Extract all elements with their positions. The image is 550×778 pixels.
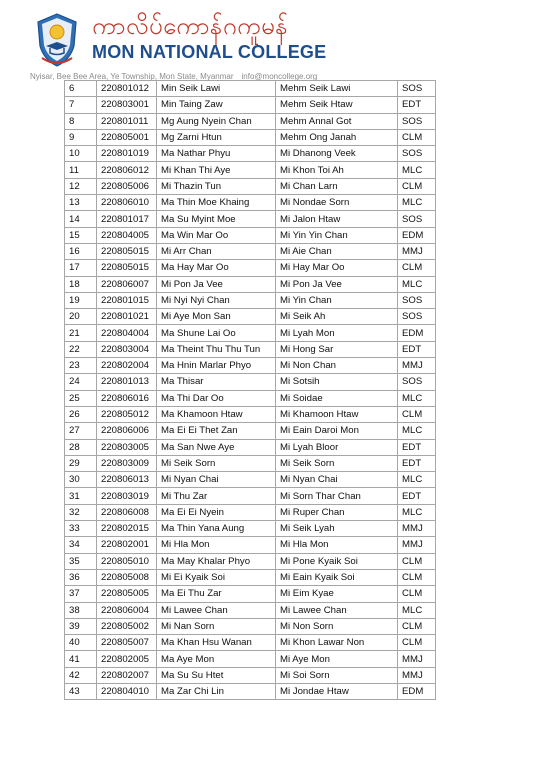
course-code-cell: MMJ [398, 521, 436, 537]
course-code-cell: SOS [398, 211, 436, 227]
parent-name-cell: Mi Eain Daroi Mon [276, 423, 398, 439]
row-number-cell: 25 [65, 390, 97, 406]
course-code-cell: CLM [398, 129, 436, 145]
parent-name-cell: Mi Chan Larn [276, 178, 398, 194]
row-number-cell: 32 [65, 504, 97, 520]
parent-name-cell: Mi Seik Ah [276, 309, 398, 325]
roll-number-cell: 220806007 [97, 276, 157, 292]
course-code-cell: CLM [398, 406, 436, 422]
student-name-cell: Ma Thin Yana Aung [157, 521, 276, 537]
student-name-cell: Ma Thi Dar Oo [157, 390, 276, 406]
table-row [65, 260, 436, 276]
table-row [65, 472, 436, 488]
course-code-cell: MLC [398, 602, 436, 618]
roll-number-cell: 220803005 [97, 439, 157, 455]
course-code-cell: MLC [398, 162, 436, 178]
parent-name-cell: Mi Jalon Htaw [276, 211, 398, 227]
student-name-cell: Ma Thisar [157, 374, 276, 390]
roll-number-cell: 220804004 [97, 325, 157, 341]
row-number-cell: 10 [65, 146, 97, 162]
student-name-cell: Mi Pon Ja Vee [157, 276, 276, 292]
student-name-cell: Ma San Nwe Aye [157, 439, 276, 455]
row-number-cell: 42 [65, 667, 97, 683]
roll-number-cell: 220805015 [97, 243, 157, 259]
row-number-cell: 9 [65, 129, 97, 145]
row-number-cell: 31 [65, 488, 97, 504]
student-table-container [64, 80, 436, 700]
row-number-cell: 28 [65, 439, 97, 455]
table-row [65, 618, 436, 634]
roll-number-cell: 220806006 [97, 423, 157, 439]
course-code-cell: EDM [398, 325, 436, 341]
table-row [65, 81, 436, 97]
parent-name-cell: Mi Khamoon Htaw [276, 406, 398, 422]
course-code-cell: MLC [398, 390, 436, 406]
parent-name-cell: Mi Sorn Thar Chan [276, 488, 398, 504]
table-row [65, 683, 436, 699]
row-number-cell: 16 [65, 243, 97, 259]
row-number-cell: 37 [65, 586, 97, 602]
roll-number-cell: 220803009 [97, 455, 157, 471]
parent-name-cell: Mi Seik Lyah [276, 521, 398, 537]
student-name-cell: Mi Thazin Tun [157, 178, 276, 194]
table-row [65, 227, 436, 243]
parent-name-cell: Mi Pon Ja Vee [276, 276, 398, 292]
table-row [65, 292, 436, 308]
roll-number-cell: 220804005 [97, 227, 157, 243]
student-name-cell: Mi Arr Chan [157, 243, 276, 259]
course-code-cell: MLC [398, 504, 436, 520]
parent-name-cell: Mi Pone Kyaik Soi [276, 553, 398, 569]
row-number-cell: 20 [65, 309, 97, 325]
parent-name-cell: Mi Lawee Chan [276, 602, 398, 618]
course-code-cell: EDT [398, 455, 436, 471]
college-name-english: MON NATIONAL COLLEGE [92, 42, 327, 62]
roll-number-cell: 220804010 [97, 683, 157, 699]
course-code-cell: CLM [398, 553, 436, 569]
student-name-cell: Mi Thu Zar [157, 488, 276, 504]
roll-number-cell: 220806012 [97, 162, 157, 178]
address-text: Nyisar, Bee Bee Area, Ye Township, Mon State, Myanmar [30, 72, 234, 81]
table-row [65, 113, 436, 129]
table-row [65, 211, 436, 227]
parent-name-cell: Mi Aye Mon [276, 651, 398, 667]
row-number-cell: 11 [65, 162, 97, 178]
student-name-cell: Ma Su Su Htet [157, 667, 276, 683]
table-row [65, 602, 436, 618]
row-number-cell: 7 [65, 97, 97, 113]
course-code-cell: MLC [398, 472, 436, 488]
student-name-cell: Mi Ei Kyaik Soi [157, 569, 276, 585]
parent-name-cell: Mi Hla Mon [276, 537, 398, 553]
student-name-cell: Ma Khamoon Htaw [157, 406, 276, 422]
course-code-cell: SOS [398, 113, 436, 129]
table-row [65, 243, 436, 259]
student-name-cell: Mi Lawee Chan [157, 602, 276, 618]
student-name-cell: Ma Ei Thu Zar [157, 586, 276, 602]
course-code-cell: CLM [398, 178, 436, 194]
parent-name-cell: Mi Aie Chan [276, 243, 398, 259]
parent-name-cell: Mehm Seik Lawi [276, 81, 398, 97]
parent-name-cell: Mi Dhanong Veek [276, 146, 398, 162]
parent-name-cell: Mi Khon Toi Ah [276, 162, 398, 178]
row-number-cell: 23 [65, 358, 97, 374]
row-number-cell: 40 [65, 635, 97, 651]
parent-name-cell: Mi Jondae Htaw [276, 683, 398, 699]
course-code-cell: MMJ [398, 667, 436, 683]
roll-number-cell: 220805008 [97, 569, 157, 585]
student-name-cell: Ma Khan Hsu Wanan [157, 635, 276, 651]
parent-name-cell: Mi Sotsih [276, 374, 398, 390]
parent-name-cell: Mi Lyah Bloor [276, 439, 398, 455]
parent-name-cell: Mehm Ong Janah [276, 129, 398, 145]
row-number-cell: 24 [65, 374, 97, 390]
course-code-cell: MMJ [398, 537, 436, 553]
row-number-cell: 13 [65, 195, 97, 211]
course-code-cell: CLM [398, 569, 436, 585]
table-row [65, 195, 436, 211]
row-number-cell: 35 [65, 553, 97, 569]
row-number-cell: 30 [65, 472, 97, 488]
roll-number-cell: 220802004 [97, 358, 157, 374]
row-number-cell: 14 [65, 211, 97, 227]
student-name-cell: Ma May Khalar Phyo [157, 553, 276, 569]
parent-name-cell: Mi Hay Mar Oo [276, 260, 398, 276]
parent-name-cell: Mi Nondae Sorn [276, 195, 398, 211]
student-name-cell: Ma Hay Mar Oo [157, 260, 276, 276]
student-name-cell: Mi Nyi Nyi Chan [157, 292, 276, 308]
roll-number-cell: 220801011 [97, 113, 157, 129]
parent-name-cell: Mi Khon Lawar Non [276, 635, 398, 651]
table-row [65, 504, 436, 520]
course-code-cell: MLC [398, 276, 436, 292]
parent-name-cell: Mi Yin Yin Chan [276, 227, 398, 243]
course-code-cell: CLM [398, 586, 436, 602]
course-code-cell: SOS [398, 292, 436, 308]
table-row [65, 586, 436, 602]
row-number-cell: 39 [65, 618, 97, 634]
roll-number-cell: 220802005 [97, 651, 157, 667]
course-code-cell: SOS [398, 309, 436, 325]
parent-name-cell: Mi Seik Sorn [276, 455, 398, 471]
table-row [65, 439, 436, 455]
row-number-cell: 18 [65, 276, 97, 292]
parent-name-cell: Mi Lyah Mon [276, 325, 398, 341]
roll-number-cell: 220801021 [97, 309, 157, 325]
table-row [65, 162, 436, 178]
roll-number-cell: 220803004 [97, 341, 157, 357]
student-name-cell: Ma Win Mar Oo [157, 227, 276, 243]
row-number-cell: 26 [65, 406, 97, 422]
row-number-cell: 41 [65, 651, 97, 667]
roll-number-cell: 220806013 [97, 472, 157, 488]
parent-name-cell: Mi Eain Kyaik Soi [276, 569, 398, 585]
letterhead [30, 8, 530, 84]
student-name-cell: Mi Aye Mon San [157, 309, 276, 325]
row-number-cell: 8 [65, 113, 97, 129]
roll-number-cell: 220802015 [97, 521, 157, 537]
student-name-cell: Ma Ei Ei Nyein [157, 504, 276, 520]
student-name-cell: Ma Ei Ei Thet Zan [157, 423, 276, 439]
table-row [65, 667, 436, 683]
course-code-cell: CLM [398, 618, 436, 634]
course-code-cell: MMJ [398, 243, 436, 259]
table-row [65, 521, 436, 537]
table-row [65, 276, 436, 292]
parent-name-cell: Mehm Seik Htaw [276, 97, 398, 113]
course-code-cell: SOS [398, 374, 436, 390]
student-table-body [65, 81, 436, 700]
parent-name-cell: Mi Soi Sorn [276, 667, 398, 683]
student-name-cell: Ma Hnin Marlar Phyo [157, 358, 276, 374]
roll-number-cell: 220803001 [97, 97, 157, 113]
table-row [65, 406, 436, 422]
table-row [65, 390, 436, 406]
table-row [65, 651, 436, 667]
roll-number-cell: 220801017 [97, 211, 157, 227]
parent-name-cell: Mi Nyan Chai [276, 472, 398, 488]
roll-number-cell: 220805006 [97, 178, 157, 194]
roll-number-cell: 220801019 [97, 146, 157, 162]
roll-number-cell: 220806008 [97, 504, 157, 520]
roll-number-cell: 220805005 [97, 586, 157, 602]
course-code-cell: MMJ [398, 358, 436, 374]
roll-number-cell: 220801013 [97, 374, 157, 390]
row-number-cell: 36 [65, 569, 97, 585]
roll-number-cell: 220806016 [97, 390, 157, 406]
roll-number-cell: 220802001 [97, 537, 157, 553]
email-text: info@moncollege.org [241, 72, 318, 81]
roll-number-cell: 220802007 [97, 667, 157, 683]
roll-number-cell: 220806004 [97, 602, 157, 618]
row-number-cell: 15 [65, 227, 97, 243]
student-name-cell: Mi Nan Sorn [157, 618, 276, 634]
course-code-cell: EDM [398, 683, 436, 699]
table-row [65, 488, 436, 504]
college-emblem-icon [34, 12, 80, 68]
table-row [65, 635, 436, 651]
table-row [65, 553, 436, 569]
table-row [65, 97, 436, 113]
row-number-cell: 38 [65, 602, 97, 618]
table-row [65, 146, 436, 162]
table-row [65, 358, 436, 374]
student-name-cell: Ma Thin Moe Khaing [157, 195, 276, 211]
student-name-cell: Ma Su Myint Moe [157, 211, 276, 227]
table-row [65, 569, 436, 585]
course-code-cell: EDT [398, 341, 436, 357]
course-code-cell: EDT [398, 97, 436, 113]
course-code-cell: CLM [398, 260, 436, 276]
parent-name-cell: Mi Non Sorn [276, 618, 398, 634]
roll-number-cell: 220805001 [97, 129, 157, 145]
parent-name-cell: Mehm Annal Got [276, 113, 398, 129]
roll-number-cell: 220805012 [97, 406, 157, 422]
row-number-cell: 22 [65, 341, 97, 357]
parent-name-cell: Mi Ruper Chan [276, 504, 398, 520]
row-number-cell: 34 [65, 537, 97, 553]
student-table [64, 80, 436, 700]
course-code-cell: CLM [398, 635, 436, 651]
course-code-cell: SOS [398, 81, 436, 97]
course-code-cell: EDT [398, 439, 436, 455]
student-name-cell: Ma Theint Thu Thu Tun [157, 341, 276, 357]
table-row [65, 129, 436, 145]
parent-name-cell: Mi Soidae [276, 390, 398, 406]
roll-number-cell: 220805015 [97, 260, 157, 276]
course-code-cell: MMJ [398, 651, 436, 667]
table-row [65, 455, 436, 471]
course-code-cell: EDT [398, 488, 436, 504]
parent-name-cell: Mi Eim Kyae [276, 586, 398, 602]
roll-number-cell: 220805010 [97, 553, 157, 569]
row-number-cell: 17 [65, 260, 97, 276]
student-name-cell: Ma Aye Mon [157, 651, 276, 667]
student-name-cell: Ma Zar Chi Lin [157, 683, 276, 699]
row-number-cell: 29 [65, 455, 97, 471]
student-name-cell: Ma Nathar Phyu [157, 146, 276, 162]
student-name-cell: Mi Nyan Chai [157, 472, 276, 488]
table-row [65, 537, 436, 553]
roll-number-cell: 220801015 [97, 292, 157, 308]
course-code-cell: MLC [398, 423, 436, 439]
roll-number-cell: 220805007 [97, 635, 157, 651]
student-name-cell: Mi Hla Mon [157, 537, 276, 553]
table-row [65, 325, 436, 341]
roll-number-cell: 220801012 [97, 81, 157, 97]
row-number-cell: 19 [65, 292, 97, 308]
parent-name-cell: Mi Non Chan [276, 358, 398, 374]
student-name-cell: Mg Aung Nyein Chan [157, 113, 276, 129]
course-code-cell: SOS [398, 146, 436, 162]
roll-number-cell: 220806010 [97, 195, 157, 211]
row-number-cell: 6 [65, 81, 97, 97]
college-name-mon: ကာလိပ်ကောန်ဂကူမန် [92, 12, 289, 40]
parent-name-cell: Mi Hong Sar [276, 341, 398, 357]
table-row [65, 178, 436, 194]
student-name-cell: Mi Khan Thi Aye [157, 162, 276, 178]
row-number-cell: 12 [65, 178, 97, 194]
roll-number-cell: 220805002 [97, 618, 157, 634]
row-number-cell: 43 [65, 683, 97, 699]
course-code-cell: EDM [398, 227, 436, 243]
student-name-cell: Ma Shune Lai Oo [157, 325, 276, 341]
student-name-cell: Min Seik Lawi [157, 81, 276, 97]
course-code-cell: MLC [398, 195, 436, 211]
parent-name-cell: Mi Yin Chan [276, 292, 398, 308]
row-number-cell: 27 [65, 423, 97, 439]
table-row [65, 341, 436, 357]
table-row [65, 309, 436, 325]
student-name-cell: Min Taing Zaw [157, 97, 276, 113]
table-row [65, 423, 436, 439]
student-name-cell: Mi Seik Sorn [157, 455, 276, 471]
row-number-cell: 33 [65, 521, 97, 537]
row-number-cell: 21 [65, 325, 97, 341]
roll-number-cell: 220803019 [97, 488, 157, 504]
student-name-cell: Mg Zarni Htun [157, 129, 276, 145]
table-row [65, 374, 436, 390]
